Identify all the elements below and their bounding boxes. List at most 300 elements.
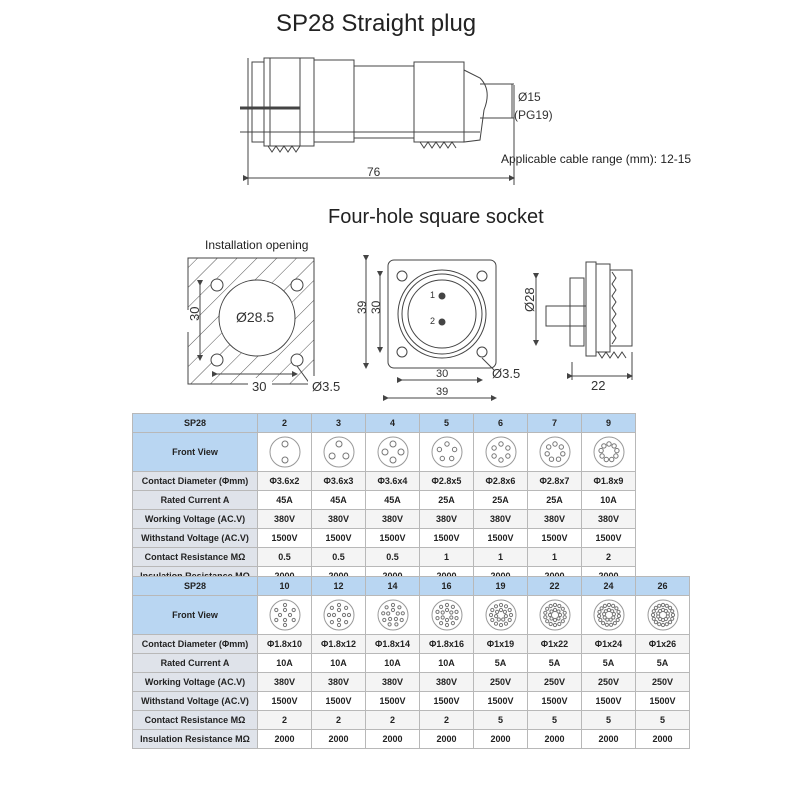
pin-dot: [440, 456, 444, 460]
table1-header-row: [133, 414, 636, 433]
socket-outer-height-label: 39: [355, 300, 369, 314]
table1-front-view-label: Front View: [133, 433, 258, 472]
pin-dot: [616, 618, 619, 621]
table1-front-view-row: [133, 433, 636, 472]
pin-dot: [344, 621, 347, 624]
pin-dot: [661, 623, 664, 626]
pin-dot: [549, 604, 552, 607]
pin-dot: [491, 446, 495, 450]
pin-dot: [444, 442, 448, 446]
pin-dot: [441, 611, 444, 614]
opening-height-label: 30: [187, 306, 202, 321]
table-cell: Φ3.6x2: [258, 472, 312, 491]
pin-dot: [283, 623, 286, 626]
pin-dot: [613, 622, 616, 625]
pin-dot: [445, 608, 448, 611]
pin-dot: [445, 618, 448, 621]
pin-dot: [439, 605, 442, 608]
pin-dot: [553, 608, 556, 611]
pin-dot: [508, 618, 511, 621]
pin-dot: [327, 613, 330, 616]
table-cell: 2000: [312, 730, 366, 749]
pin-dot: [543, 611, 546, 614]
pin-dot: [661, 603, 664, 606]
table2-header-row: [133, 577, 690, 596]
socket-title: Four-hole square socket: [328, 206, 544, 228]
table2-header-label: SP28: [133, 577, 258, 596]
pin-dot: [607, 603, 610, 606]
row-label: Rated Current A: [133, 491, 258, 510]
table-cell: 5: [582, 711, 636, 730]
pin-dot: [336, 441, 342, 447]
pin-dot: [439, 622, 442, 625]
table-cell: 2000: [366, 730, 420, 749]
table-cell: 0.5: [312, 548, 366, 567]
pin-dot: [498, 442, 502, 446]
table-cell: 45A: [366, 491, 420, 510]
pin-dot: [282, 441, 288, 447]
table-cell: Φ2.8x6: [474, 472, 528, 491]
pin-layout-icon: [366, 433, 420, 472]
table-cell: Φ3.6x4: [366, 472, 420, 491]
pin-dot: [658, 609, 661, 612]
table-row: [133, 529, 636, 548]
pin-dot: [548, 613, 551, 616]
pin-dot: [563, 611, 566, 614]
table-cell: 1500V: [528, 692, 582, 711]
pin-dot: [606, 442, 610, 446]
pin-dot: [611, 444, 615, 448]
opening-width-label: 30: [252, 379, 267, 394]
pin-dot: [391, 603, 394, 606]
table2-col-14: 14: [366, 577, 420, 596]
table-cell: 10A: [420, 654, 474, 673]
row-label: Contact Resistance MΩ: [133, 711, 258, 730]
opening-screw-label: Ø3.5: [312, 379, 341, 394]
plug-diameter-label: Ø15: [518, 90, 541, 104]
pin-dot: [604, 610, 607, 613]
spec-table-2: [132, 576, 690, 749]
pin-dot: [556, 617, 559, 620]
table-cell: 2000: [474, 730, 528, 749]
table-cell: 2: [420, 711, 474, 730]
table-cell: 45A: [312, 491, 366, 510]
pin-dot: [563, 616, 566, 619]
table-cell: 2: [582, 548, 636, 567]
table1-col-4: 4: [366, 414, 420, 433]
table-row: [133, 472, 636, 491]
pin-dot: [449, 616, 452, 619]
pin-layout-icon: [474, 433, 528, 472]
pin-dot: [283, 608, 286, 611]
pin-dot: [347, 613, 350, 616]
pin-dot: [391, 608, 394, 611]
pin-dot: [441, 616, 444, 619]
pin-dot: [435, 617, 438, 620]
pin-dot: [278, 613, 281, 616]
pin-layout-icon: [258, 433, 312, 472]
table-cell: 25A: [474, 491, 528, 510]
row-label: Insulation Resistance MΩ: [133, 730, 258, 749]
pin-dot: [504, 622, 507, 625]
table-cell: 380V: [312, 510, 366, 529]
table1-col-7: 7: [528, 414, 582, 433]
pin-dot: [449, 456, 453, 460]
table-cell: 1: [528, 548, 582, 567]
row-label: Contact Resistance MΩ: [133, 548, 258, 567]
table-cell: Φ1x19: [474, 635, 528, 654]
table-cell: 10A: [258, 654, 312, 673]
table-cell: 380V: [258, 510, 312, 529]
pin-dot: [337, 608, 340, 611]
pin-dot: [545, 620, 548, 623]
pin-dot: [651, 613, 654, 616]
pin-dot: [390, 441, 396, 447]
table-cell: 250V: [528, 673, 582, 692]
pin-dot: [549, 610, 552, 613]
pin-dot: [491, 454, 495, 458]
pin-dot: [543, 616, 546, 619]
pin-dot: [604, 457, 608, 461]
table-cell: Φ1.8x9: [582, 472, 636, 491]
pin-dot: [494, 622, 497, 625]
table-cell: 380V: [420, 510, 474, 529]
pin-dot: [449, 611, 452, 614]
table-cell: 1500V: [312, 529, 366, 548]
table-cell: 5A: [582, 654, 636, 673]
pin-dot: [498, 458, 502, 462]
pin-layout-icon: [258, 596, 312, 635]
pin-dot: [445, 623, 448, 626]
socket-screw-label: Ø3.5: [492, 366, 521, 381]
table-cell: 1500V: [420, 529, 474, 548]
row-label: Withstand Voltage (AC.V): [133, 692, 258, 711]
table-cell: 5A: [636, 654, 690, 673]
pin-dot: [670, 610, 673, 613]
pin-dot: [599, 454, 603, 458]
table-cell: 1: [420, 548, 474, 567]
pin-dot: [337, 603, 340, 606]
side-depth-label: 22: [591, 378, 606, 393]
pin-dot: [657, 623, 660, 626]
table-cell: 0.5: [258, 548, 312, 567]
plug-pg-label: (PG19): [514, 108, 553, 122]
table-cell: 2: [312, 711, 366, 730]
table-cell: 250V: [582, 673, 636, 692]
socket-inner-width-label: 30: [436, 368, 449, 380]
table1-header-label: SP28: [133, 414, 258, 433]
row-label: Working Voltage (AC.V): [133, 673, 258, 692]
table-cell: 2: [258, 711, 312, 730]
pin1-label: 1: [430, 290, 436, 300]
table-cell: 380V: [366, 673, 420, 692]
pin-layout-icon: [582, 596, 636, 635]
table-cell: Φ2.8x5: [420, 472, 474, 491]
pin-dot: [435, 610, 438, 613]
pin-dot: [499, 608, 502, 611]
pin-dot: [489, 613, 492, 616]
pin-dot: [382, 449, 388, 455]
pin-dot: [549, 457, 553, 461]
pin-layout-icon: [528, 433, 582, 472]
pin-dot: [497, 618, 500, 621]
table-cell: 2000: [258, 730, 312, 749]
pin-layout-icon: [636, 596, 690, 635]
pin-dot: [665, 604, 668, 607]
side-diameter-label: Ø28: [522, 287, 537, 312]
pin-dot: [394, 617, 397, 620]
table-cell: Φ2.8x7: [528, 472, 582, 491]
pin-dot: [330, 606, 333, 609]
table-cell: 1500V: [366, 692, 420, 711]
table-row: [133, 654, 690, 673]
pin-dot: [508, 608, 511, 611]
table-cell: Φ1.8x12: [312, 635, 366, 654]
row-label: Withstand Voltage (AC.V): [133, 529, 258, 548]
pin-dot: [558, 613, 561, 616]
pin-dot: [499, 603, 502, 606]
table-row: [133, 491, 636, 510]
pin-dot: [503, 610, 506, 613]
table-cell: Φ1.8x16: [420, 635, 474, 654]
pin-dot: [382, 618, 385, 621]
pin-dot: [397, 606, 400, 609]
pin-dot: [556, 457, 560, 461]
table-row: [133, 635, 690, 654]
pin-dot: [598, 618, 601, 621]
pin-dot: [605, 623, 608, 626]
pin-dot: [614, 448, 618, 452]
pin-dot: [545, 607, 548, 610]
pin-dot: [388, 623, 391, 626]
socket-inner-height-label: 30: [369, 300, 383, 314]
table-row: [133, 510, 636, 529]
table-cell: 2: [366, 711, 420, 730]
pin-dot: [553, 603, 556, 606]
table1-col-6: 6: [474, 414, 528, 433]
row-label: Contact Diameter (Φmm): [133, 472, 258, 491]
table-cell: 10A: [366, 654, 420, 673]
pin-dot: [283, 618, 286, 621]
straight-plug-title: SP28 Straight plug: [276, 10, 477, 37]
table-cell: 380V: [528, 510, 582, 529]
pin-layout-icon: [582, 433, 636, 472]
pin-dot: [654, 621, 657, 624]
pin-dot: [546, 445, 550, 449]
pin-dot: [490, 618, 493, 621]
table-cell: 25A: [420, 491, 474, 510]
row-label: Rated Current A: [133, 654, 258, 673]
table-cell: 5A: [528, 654, 582, 673]
pin-dot: [657, 604, 660, 607]
table-cell: 1500V: [582, 692, 636, 711]
table-row: [133, 692, 690, 711]
table-cell: Φ3.6x3: [312, 472, 366, 491]
installation-opening-drawing: [176, 258, 348, 394]
pin-dot: [671, 613, 674, 616]
plug-length-label: 76: [367, 165, 381, 179]
pin-dot: [504, 605, 507, 608]
pin-dot: [611, 604, 614, 607]
table2-col-19: 19: [474, 577, 528, 596]
table1-col-3: 3: [312, 414, 366, 433]
pin-dot: [553, 618, 556, 621]
pin-layout-icon: [528, 596, 582, 635]
table2-front-view-row: [133, 596, 690, 635]
pin-dot: [329, 453, 335, 459]
pin-dot: [494, 605, 497, 608]
pin-dot: [652, 617, 655, 620]
pin-dot: [561, 620, 564, 623]
pin-dot: [282, 457, 288, 463]
pin-dot: [451, 622, 454, 625]
table2-front-view-label: Front View: [133, 596, 258, 635]
pin-dot: [342, 453, 348, 459]
table-cell: 1500V: [420, 692, 474, 711]
table-row: [133, 711, 690, 730]
pin-dot: [437, 447, 441, 451]
table-cell: Φ1.8x10: [258, 635, 312, 654]
table-cell: 380V: [474, 510, 528, 529]
table-cell: 1500V: [258, 692, 312, 711]
cable-range-label: Applicable cable range (mm): 12-15: [501, 152, 692, 166]
pin-dot: [617, 614, 620, 617]
table-cell: 5: [474, 711, 528, 730]
pin-dot: [603, 616, 606, 619]
table-cell: Φ1.8x14: [366, 635, 420, 654]
table-row: [133, 548, 636, 567]
pin-dot: [612, 613, 615, 616]
table-cell: 5: [528, 711, 582, 730]
table-cell: 5A: [474, 654, 528, 673]
table-cell: 5: [636, 711, 690, 730]
pin-dot: [401, 612, 404, 615]
pin-dot: [549, 617, 552, 620]
pin-dot: [292, 608, 295, 611]
table-cell: 1500V: [582, 529, 636, 548]
pin-dot: [559, 445, 563, 449]
pin-dot: [381, 612, 384, 615]
table2-col-16: 16: [420, 577, 474, 596]
pin-dot: [337, 623, 340, 626]
table-cell: 1: [474, 548, 528, 567]
pin-dot: [454, 610, 457, 613]
table-cell: 2000: [420, 730, 474, 749]
pin-dot: [603, 604, 606, 607]
pin-dot: [385, 606, 388, 609]
pin-dot: [330, 621, 333, 624]
pin-dot: [652, 610, 655, 613]
pin-dot: [609, 618, 612, 621]
pin-dot: [557, 622, 560, 625]
installation-opening-label: Installation opening: [205, 238, 309, 252]
pin-dot: [505, 446, 509, 450]
pin-dot: [654, 606, 657, 609]
pin-dot: [505, 454, 509, 458]
pin-dot: [609, 623, 612, 626]
pin-dot: [600, 607, 603, 610]
pin-dot: [292, 618, 295, 621]
pin-layout-icon: [420, 596, 474, 635]
table-cell: 2000: [582, 730, 636, 749]
table-cell: 250V: [636, 673, 690, 692]
pin-dot: [337, 618, 340, 621]
pin-dot: [614, 607, 617, 610]
table-cell: 1500V: [258, 529, 312, 548]
table-cell: 25A: [528, 491, 582, 510]
pin-dot: [545, 452, 549, 456]
pin-dot: [344, 606, 347, 609]
table-row: [133, 673, 690, 692]
pin-layout-icon: [366, 596, 420, 635]
table2-col-12: 12: [312, 577, 366, 596]
pin-dot: [601, 444, 605, 448]
pin-dot: [504, 615, 507, 618]
table1-col-5: 5: [420, 414, 474, 433]
socket-front-drawing: [366, 260, 496, 398]
table2-col-24: 24: [582, 577, 636, 596]
row-label: Contact Diameter (Φmm): [133, 635, 258, 654]
pin-layout-icon: [312, 596, 366, 635]
pin-dot: [451, 605, 454, 608]
table-cell: 380V: [312, 673, 366, 692]
pin-dot: [552, 442, 556, 446]
pin-dot: [332, 613, 335, 616]
table-cell: 380V: [258, 673, 312, 692]
table-cell: 0.5: [366, 548, 420, 567]
pin-dot: [668, 621, 671, 624]
pin-dot: [499, 623, 502, 626]
pin-dot: [386, 612, 389, 615]
pin-dot: [494, 615, 497, 618]
pin-dot: [396, 612, 399, 615]
pin-dot: [388, 617, 391, 620]
table-cell: Φ1x24: [582, 635, 636, 654]
table-cell: Φ1x22: [528, 635, 582, 654]
table-row: [133, 730, 690, 749]
pin-dot: [560, 452, 564, 456]
pin-dot: [561, 607, 564, 610]
pin-dot: [400, 618, 403, 621]
pin-dot: [342, 613, 345, 616]
pin-dot: [490, 608, 493, 611]
pin-dot: [390, 457, 396, 463]
table-cell: 380V: [420, 673, 474, 692]
spec-table-1: [132, 413, 636, 586]
table-cell: 1500V: [636, 692, 690, 711]
table1-col-2: 2: [258, 414, 312, 433]
pin-dot: [549, 622, 552, 625]
table-cell: 1500V: [312, 692, 366, 711]
pin-dot: [597, 614, 600, 617]
pin-dot: [509, 613, 512, 616]
pin-dot: [598, 448, 602, 452]
table-cell: 250V: [474, 673, 528, 692]
pin-dot: [274, 608, 277, 611]
pin-dot: [445, 603, 448, 606]
table-cell: 2000: [528, 730, 582, 749]
pin-dot: [288, 613, 291, 616]
pin-dot: [557, 604, 560, 607]
table2-col-26: 26: [636, 577, 690, 596]
table-cell: 1500V: [474, 692, 528, 711]
pin-dot: [454, 617, 457, 620]
table-cell: 380V: [366, 510, 420, 529]
pin-dot: [452, 447, 456, 451]
table1-body: [133, 472, 636, 586]
pin-dot: [553, 623, 556, 626]
pin-dot: [597, 610, 600, 613]
